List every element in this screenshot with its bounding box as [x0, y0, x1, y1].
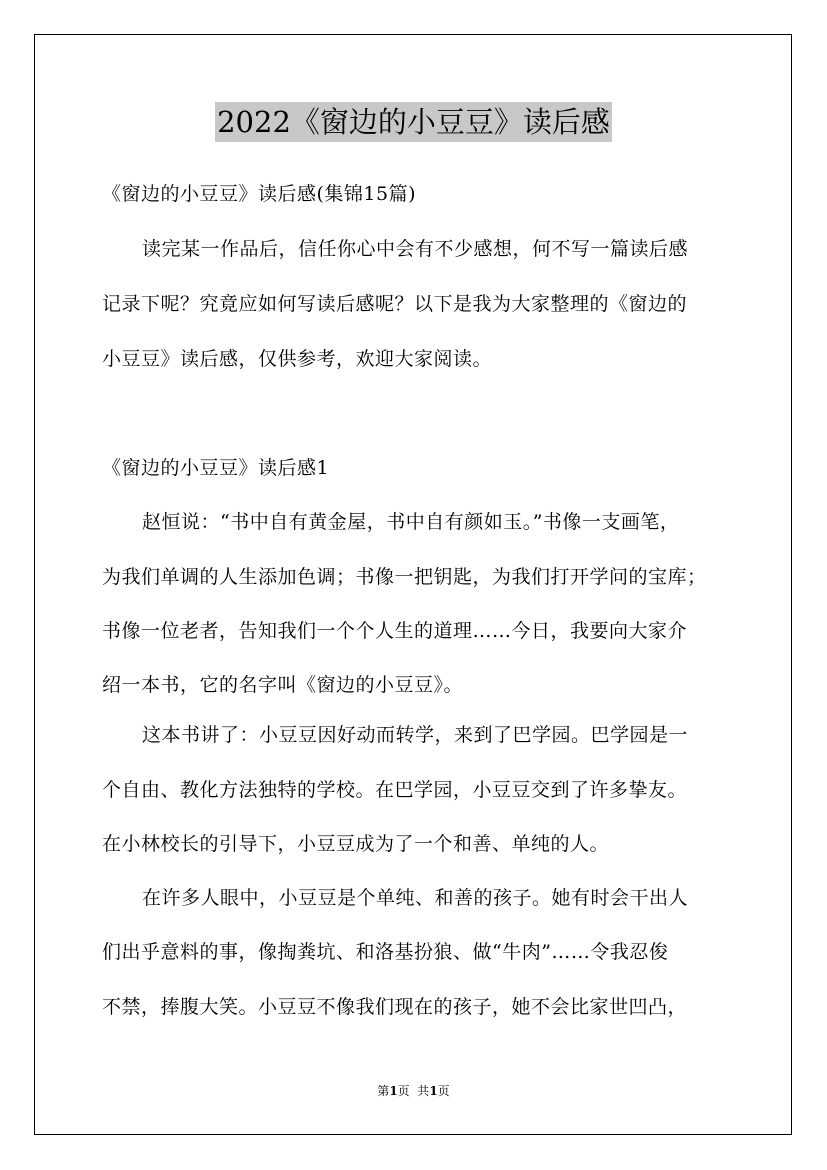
body-line-3: 书像一位老者，告知我们一个个人生的道理……今日，我要向大家介	[102, 620, 688, 642]
footer-page-total: 1	[429, 1084, 438, 1098]
intro-line-3: 小豆豆》读后感，仅供参考，欢迎大家阅读。	[102, 348, 493, 370]
footer-label-post: 页	[437, 1084, 450, 1098]
footer-label-pre: 第	[377, 1084, 390, 1098]
body-line-9: 们出乎意料的事，像掏粪坑、和洛基扮狼、做“牛肉”……令我忍俊	[102, 941, 669, 963]
body-line-2: 为我们单调的人生添加色调；书像一把钥匙，为我们打开学问的宝库；	[102, 566, 707, 588]
body-line-8: 在许多人眼中，小豆豆是个单纯、和善的孩子。她有时会干出人	[142, 887, 689, 909]
footer-label-mid: 页 共	[397, 1084, 430, 1098]
footer-page-current: 1	[389, 1084, 398, 1098]
section-heading: 《窗边的小豆豆》读后感1	[102, 457, 330, 479]
body-line-10: 不禁，捧腹大笑。小豆豆不像我们现在的孩子，她不会比家世凹凸，	[102, 996, 688, 1018]
body-line-5: 这本书讲了：小豆豆因好动而转学，来到了巴学园。巴学园是一	[142, 724, 689, 746]
document-title: 2022《窗边的小豆豆》读后感	[215, 102, 612, 142]
title-container	[0, 102, 827, 142]
page-footer	[0, 1083, 827, 1099]
intro-line-2: 记录下呢？究竟应如何写读后感呢？以下是我为大家整理的《窗边的	[102, 293, 688, 315]
body-line-4: 绍一本书，它的名字叫《窗边的小豆豆》。	[102, 674, 464, 696]
intro-line-1: 读完某一作品后，信任你心中会有不少感想，何不写一篇读后感	[142, 238, 689, 260]
document-subtitle: 《窗边的小豆豆》读后感(集锦15篇)	[102, 183, 417, 205]
body-line-7: 在小林校长的引导下，小豆豆成为了一个和善、单纯的人。	[102, 833, 610, 855]
body-line-6: 个自由、教化方法独特的学校。在巴学园，小豆豆交到了许多挚友。	[102, 779, 688, 801]
body-line-1: 赵恒说：“书中自有黄金屋，书中自有颜如玉。”书像一支画笔，	[142, 511, 680, 533]
